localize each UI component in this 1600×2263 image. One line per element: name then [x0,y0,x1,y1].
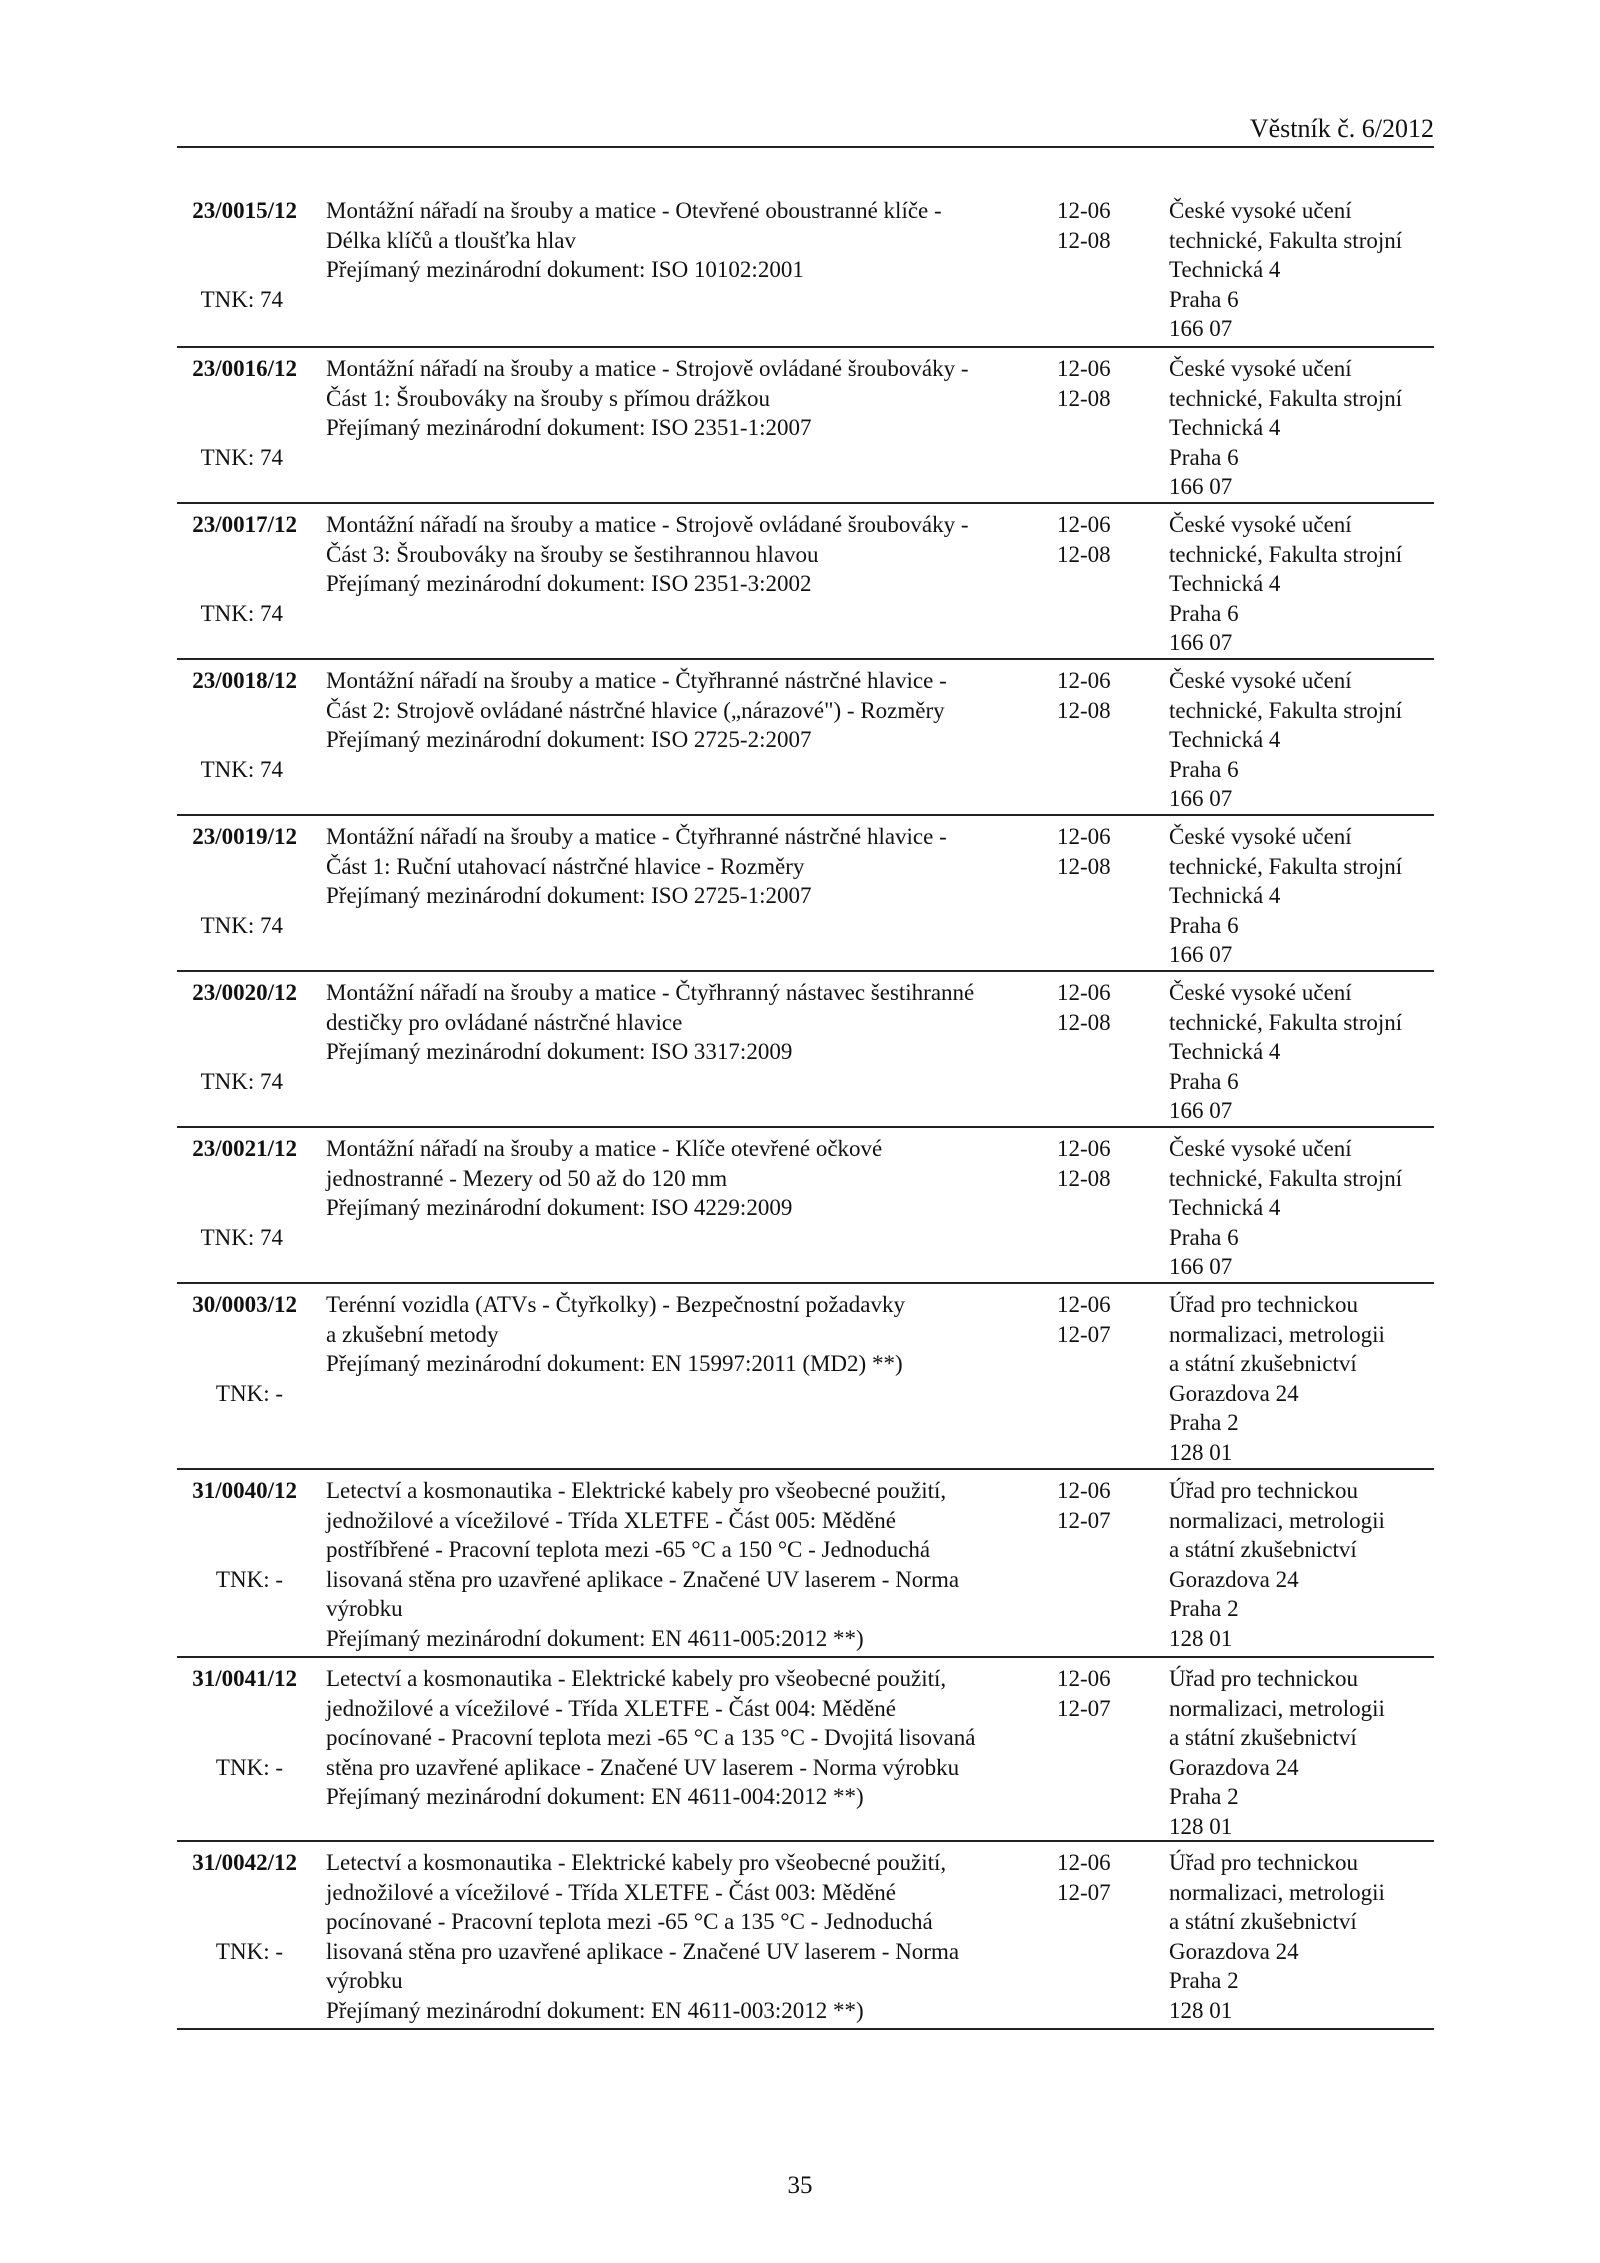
standard-number: 23/0017/12 [192,512,297,537]
title-line: lisovaná stěna pro uzavřené aplikace - Značené UV laserem - Norma [326,1566,960,1592]
date-value: 12-06 [1057,1292,1111,1317]
title-line: destičky pro ovládané nástrčné hlavice [326,1009,683,1035]
org-line: a státní zkušebnictví [1169,1537,1357,1562]
entry-dates [1057,510,1111,569]
org-line: Gorazdova 24 [1169,1754,1299,1780]
entry-organization [1169,822,1402,970]
org-line: České vysoké učení [1169,824,1352,849]
org-line: 166 07 [1169,630,1233,655]
org-line: 166 07 [1169,1098,1233,1123]
tnk-label: TNK: 74 [200,444,283,470]
org-line: 166 07 [1169,786,1233,811]
entry-dates [1057,822,1111,881]
title-line: Přejímaný mezinárodní dokument: EN 15997:2011 (MD2) **) [326,1351,903,1376]
title-line: Montážní nářadí na šrouby a matice - Klíče otevřené očkové [326,1136,883,1161]
date-value: 12-07 [1057,1879,1111,1905]
date-value: 12-08 [1057,1009,1111,1035]
date-value: 12-07 [1057,1507,1111,1533]
org-line: Úřad pro technickou [1169,1666,1359,1691]
org-line: Technická 4 [1169,1195,1281,1220]
org-line: technické, Fakulta strojní [1169,385,1403,411]
tnk-label: TNK: 74 [200,600,283,626]
org-line: Praha 2 [1169,1968,1239,1993]
standard-entry [177,1842,1434,2030]
title-line: Montážní nářadí na šrouby a matice - Čtyřhranné nástrčné hlavice - [326,824,947,849]
entry-dates [1057,1290,1111,1349]
entry-organization [1169,1848,1385,2025]
org-line: Úřad pro technickou [1169,1850,1359,1875]
org-line: Technická 4 [1169,883,1281,908]
tnk-label: TNK: 74 [200,756,283,782]
title-line: Letectví a kosmonautika - Elektrické kabely pro všeobecné použití, [326,1850,947,1875]
org-line: Technická 4 [1169,257,1281,282]
entry-title [326,510,1026,599]
org-line: a státní zkušebnictví [1169,1909,1357,1934]
entry-title [326,1134,1026,1223]
date-value: 12-06 [1057,1666,1111,1691]
tnk-label: TNK: - [215,1754,283,1780]
entry-organization [1169,1664,1385,1841]
org-line: 166 07 [1169,1254,1233,1279]
title-line: a zkušební metody [326,1321,499,1347]
org-line: Technická 4 [1169,727,1281,752]
title-line: jednožilové a vícežilové - Třída XLETFE - Část 005: Měděné [326,1507,896,1533]
org-line: Technická 4 [1169,571,1281,596]
title-line: jednostranné - Mezery od 50 až do 120 mm [326,1165,728,1191]
entry-organization [1169,666,1402,814]
entry-title [326,1664,1026,1812]
date-value: 12-08 [1057,853,1111,879]
org-line: a státní zkušebnictví [1169,1725,1357,1750]
org-line: Praha 6 [1169,286,1239,312]
org-line: normalizaci, metrologii [1169,1695,1385,1721]
date-value: 12-07 [1057,1321,1111,1347]
date-value: 12-06 [1057,980,1111,1005]
org-line: Technická 4 [1169,1039,1281,1064]
standard-entry [177,1658,1434,1842]
entry-title [326,354,1026,443]
date-value: 12-06 [1057,512,1111,537]
title-line: Montážní nářadí na šrouby a matice - Strojově ovládané šroubováky - [326,356,969,381]
entry-dates [1057,1664,1111,1723]
standard-entry [177,504,1434,660]
org-line: Gorazdova 24 [1169,1938,1299,1964]
title-line: Část 3: Šroubováky na šrouby se šestihrannou hlavou [326,541,819,567]
standard-entry [177,660,1434,816]
entry-title [326,196,1026,285]
title-line: výrobku [326,1968,403,1993]
tnk-label: TNK: - [215,1566,283,1592]
date-value: 12-06 [1057,1850,1111,1875]
title-line: pocínované - Pracovní teplota mezi -65 °C a 135 °C - Dvojitá lisovaná [326,1725,976,1750]
standard-entry [177,348,1434,504]
org-line: a státní zkušebnictví [1169,1351,1357,1376]
org-line: České vysoké učení [1169,512,1352,537]
date-value: 12-06 [1057,668,1111,693]
standard-number: 23/0016/12 [192,356,297,381]
org-line: Praha 2 [1169,1784,1239,1809]
entry-organization [1169,510,1402,658]
org-line: 128 01 [1169,1997,1233,2023]
org-line: technické, Fakulta strojní [1169,1165,1403,1191]
tnk-label: TNK: 74 [200,286,283,312]
org-line: Technická 4 [1169,415,1281,440]
entry-organization [1169,1134,1402,1282]
title-line: stěna pro uzavřené aplikace - Značené UV laserem - Norma výrobku [326,1754,960,1780]
standard-number: 31/0040/12 [192,1478,297,1503]
title-line: Přejímaný mezinárodní dokument: ISO 4229:2009 [326,1195,793,1220]
date-value: 12-06 [1057,198,1111,223]
standard-number: 31/0042/12 [192,1850,297,1875]
title-line: Montážní nářadí na šrouby a matice - Čtyřhranné nástrčné hlavice - [326,668,947,693]
title-line: Přejímaný mezinárodní dokument: ISO 2351-1:2007 [326,415,812,440]
entry-organization [1169,978,1402,1126]
org-line: Praha 6 [1169,1068,1239,1094]
title-line: Přejímaný mezinárodní dokument: EN 4611-005:2012 **) [326,1625,864,1651]
org-line: technické, Fakulta strojní [1169,1009,1403,1035]
entry-dates [1057,354,1111,413]
org-line: České vysoké učení [1169,980,1352,1005]
entry-title [326,1290,1026,1379]
date-value: 12-06 [1057,1478,1111,1503]
standard-entry [177,816,1434,972]
title-line: Montážní nářadí na šrouby a matice - Strojově ovládané šroubováky - [326,512,969,537]
date-value: 12-06 [1057,356,1111,381]
title-line: Část 2: Strojově ovládané nástrčné hlavice („nárazové") - Rozměry [326,697,945,723]
org-line: Praha 2 [1169,1596,1239,1621]
title-line: Přejímaný mezinárodní dokument: ISO 3317:2009 [326,1039,793,1064]
title-line: lisovaná stěna pro uzavřené aplikace - Značené UV laserem - Norma [326,1938,960,1964]
date-value: 12-08 [1057,1165,1111,1191]
tnk-label: TNK: 74 [200,1224,283,1250]
title-line: Terénní vozidla (ATVs - Čtyřkolky) - Bezpečnostní požadavky [326,1292,905,1317]
date-value: 12-08 [1057,385,1111,411]
org-line: normalizaci, metrologii [1169,1321,1385,1347]
org-line: České vysoké učení [1169,356,1352,381]
date-value: 12-07 [1057,1695,1111,1721]
org-line: Praha 6 [1169,912,1239,938]
tnk-label: TNK: - [215,1380,283,1406]
org-line: Úřad pro technickou [1169,1292,1359,1317]
title-line: postříbřené - Pracovní teplota mezi -65 °C a 150 °C - Jednoduchá [326,1537,931,1562]
title-line: jednožilové a vícežilové - Třída XLETFE - Část 003: Měděné [326,1879,896,1905]
org-line: Gorazdova 24 [1169,1380,1299,1406]
entry-title [326,822,1026,911]
page-number: 35 [787,2172,813,2199]
date-value: 12-08 [1057,697,1111,723]
standard-number: 23/0019/12 [192,824,297,849]
date-value: 12-08 [1057,541,1111,567]
title-line: Přejímaný mezinárodní dokument: EN 4611-004:2012 **) [326,1784,864,1809]
entry-organization [1169,196,1402,344]
bulletin-title: Věstník č. 6/2012 [1249,114,1434,143]
standard-entry [177,1284,1434,1470]
title-line: Délka klíčů a tloušťka hlav [326,227,576,253]
title-line: pocínované - Pracovní teplota mezi -65 °C a 135 °C - Jednoduchá [326,1909,933,1934]
org-line: 128 01 [1169,1625,1233,1651]
org-line: 128 01 [1169,1813,1233,1839]
standard-number: 30/0003/12 [192,1292,297,1317]
tnk-label: TNK: 74 [200,1068,283,1094]
entry-dates [1057,196,1111,255]
title-line: Letectví a kosmonautika - Elektrické kabely pro všeobecné použití, [326,1666,947,1691]
entry-title [326,978,1026,1067]
org-line: technické, Fakulta strojní [1169,227,1403,253]
title-line: Montážní nářadí na šrouby a matice - Otevřené oboustranné klíče - [326,198,942,223]
org-line: Praha 2 [1169,1410,1239,1435]
title-line: Přejímaný mezinárodní dokument: ISO 10102:2001 [326,257,804,282]
entry-dates [1057,978,1111,1037]
date-value: 12-08 [1057,227,1111,253]
title-line: Montážní nářadí na šrouby a matice - Čtyřhranný nástavec šestihranné [326,980,975,1005]
title-line: Letectví a kosmonautika - Elektrické kabely pro všeobecné použití, [326,1478,947,1503]
standard-number: 23/0021/12 [192,1136,297,1161]
tnk-label: TNK: 74 [200,912,283,938]
org-line: Praha 6 [1169,1224,1239,1250]
org-line: technické, Fakulta strojní [1169,697,1403,723]
entry-title [326,1476,1026,1653]
entry-dates [1057,1848,1111,1907]
standard-entry [177,1470,1434,1658]
title-line: Přejímaný mezinárodní dokument: ISO 2725-2:2007 [326,727,812,752]
tnk-label: TNK: - [215,1938,283,1964]
org-line: Praha 6 [1169,444,1239,470]
standard-number: 23/0020/12 [192,980,297,1005]
title-line: jednožilové a vícežilové - Třída XLETFE - Část 004: Měděné [326,1695,896,1721]
entry-dates [1057,1476,1111,1535]
entry-organization [1169,1476,1385,1653]
standard-number: 23/0015/12 [192,198,297,223]
title-line: výrobku [326,1596,403,1621]
org-line: Gorazdova 24 [1169,1566,1299,1592]
standard-entry [177,1128,1434,1284]
standard-number: 23/0018/12 [192,668,297,693]
org-line: Úřad pro technickou [1169,1478,1359,1503]
title-line: Část 1: Ruční utahovací nástrčné hlavice - Rozměry [326,853,805,879]
org-line: 166 07 [1169,942,1233,967]
title-line: Přejímaný mezinárodní dokument: EN 4611-003:2012 **) [326,1997,864,2023]
entry-title [326,666,1026,755]
standards-list [177,190,1434,2030]
org-line: normalizaci, metrologii [1169,1879,1385,1905]
org-line: České vysoké učení [1169,198,1352,223]
entry-organization [1169,354,1402,502]
title-line: Část 1: Šroubováky na šrouby s přímou drážkou [326,385,770,411]
standard-number: 31/0041/12 [192,1666,297,1691]
org-line: Praha 6 [1169,600,1239,626]
org-line: České vysoké učení [1169,668,1352,693]
title-line: Přejímaný mezinárodní dokument: ISO 2725-1:2007 [326,883,812,908]
org-line: normalizaci, metrologii [1169,1507,1385,1533]
org-line: 128 01 [1169,1439,1233,1465]
entry-organization [1169,1290,1385,1467]
standard-entry [177,190,1434,348]
org-line: 166 07 [1169,316,1233,341]
standard-entry [177,972,1434,1128]
org-line: technické, Fakulta strojní [1169,541,1403,567]
entry-dates [1057,666,1111,725]
org-line: Praha 6 [1169,756,1239,782]
org-line: 166 07 [1169,474,1233,499]
entry-title [326,1848,1026,2025]
entry-dates [1057,1134,1111,1193]
header-divider [177,146,1434,148]
date-value: 12-06 [1057,1136,1111,1161]
org-line: technické, Fakulta strojní [1169,853,1403,879]
title-line: Přejímaný mezinárodní dokument: ISO 2351-3:2002 [326,571,812,596]
org-line: České vysoké učení [1169,1136,1352,1161]
date-value: 12-06 [1057,824,1111,849]
